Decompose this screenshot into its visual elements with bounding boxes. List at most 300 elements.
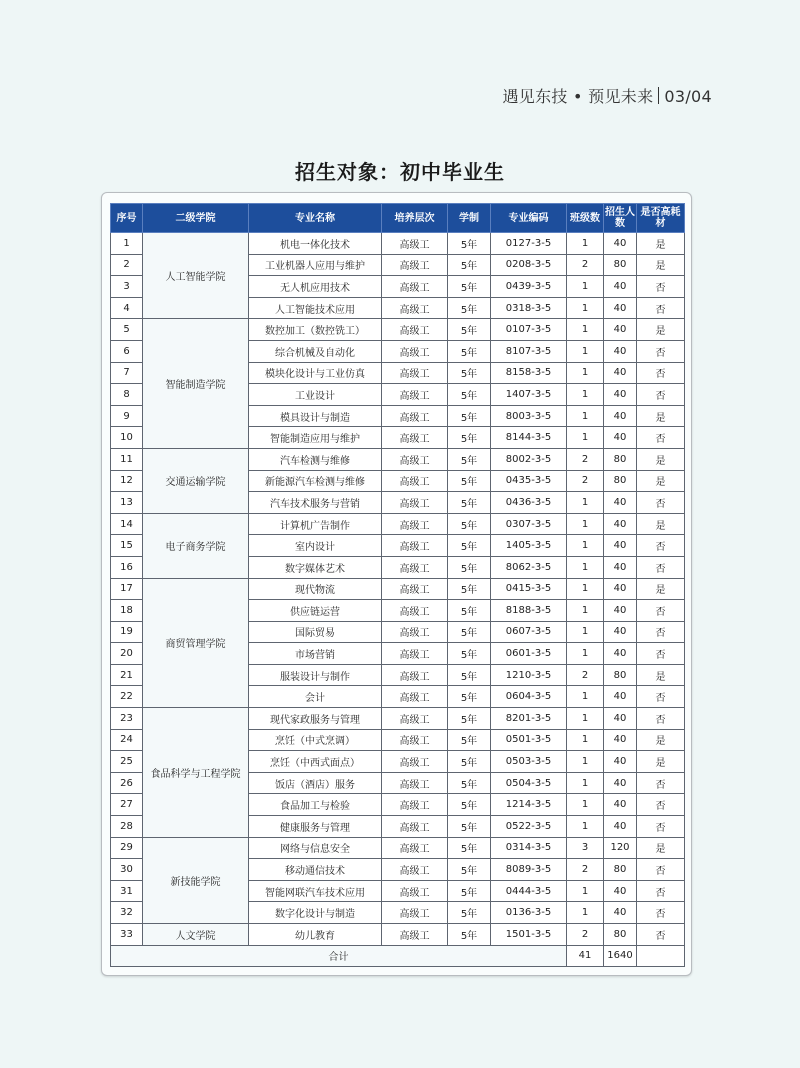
cell-seq: 24	[111, 729, 143, 751]
cell-consumable: 是	[637, 578, 685, 600]
cell-consumable: 否	[637, 902, 685, 924]
cell-duration: 5年	[448, 686, 491, 708]
cell-students: 40	[604, 233, 637, 255]
total-consumable	[637, 945, 685, 967]
cell-major: 会计	[249, 686, 382, 708]
header-students: 招生人数	[604, 204, 637, 233]
header-classes: 班级数	[567, 204, 604, 233]
cell-major: 工业机器人应用与维护	[249, 254, 382, 276]
cell-classes: 1	[567, 319, 604, 341]
cell-classes: 3	[567, 837, 604, 859]
cell-classes: 1	[567, 772, 604, 794]
cell-code: 0503-3-5	[491, 751, 567, 773]
cell-students: 40	[604, 816, 637, 838]
cell-classes: 1	[567, 233, 604, 255]
cell-major: 模块化设计与工业仿真	[249, 362, 382, 384]
cell-level: 高级工	[382, 880, 448, 902]
table-row	[111, 319, 685, 341]
cell-classes: 1	[567, 276, 604, 298]
cell-consumable: 是	[637, 233, 685, 255]
cell-major: 室内设计	[249, 535, 382, 557]
cell-major: 数字化设计与制造	[249, 902, 382, 924]
cell-classes: 1	[567, 384, 604, 406]
cell-code: 8144-3-5	[491, 427, 567, 449]
cell-major: 数字媒体艺术	[249, 556, 382, 578]
cell-major: 移动通信技术	[249, 859, 382, 881]
cell-duration: 5年	[448, 924, 491, 946]
table-row	[111, 708, 685, 730]
cell-level: 高级工	[382, 276, 448, 298]
cell-level: 高级工	[382, 578, 448, 600]
cell-consumable: 否	[637, 362, 685, 384]
cell-classes: 1	[567, 686, 604, 708]
cell-level: 高级工	[382, 535, 448, 557]
cell-level: 高级工	[382, 686, 448, 708]
cell-level: 高级工	[382, 319, 448, 341]
cell-consumable: 是	[637, 664, 685, 686]
cell-duration: 5年	[448, 600, 491, 622]
cell-students: 40	[604, 751, 637, 773]
cell-students: 40	[604, 794, 637, 816]
cell-consumable: 否	[637, 772, 685, 794]
cell-students: 40	[604, 340, 637, 362]
cell-code: 0504-3-5	[491, 772, 567, 794]
cell-consumable: 否	[637, 686, 685, 708]
cell-classes: 1	[567, 708, 604, 730]
cell-seq: 3	[111, 276, 143, 298]
cell-students: 80	[604, 448, 637, 470]
cell-seq: 6	[111, 340, 143, 362]
cell-duration: 5年	[448, 643, 491, 665]
cell-duration: 5年	[448, 772, 491, 794]
cell-students: 40	[604, 578, 637, 600]
cell-major: 食品加工与检验	[249, 794, 382, 816]
cell-duration: 5年	[448, 664, 491, 686]
cell-level: 高级工	[382, 492, 448, 514]
cell-level: 高级工	[382, 816, 448, 838]
table-header-row	[111, 204, 685, 233]
cell-code: 0314-3-5	[491, 837, 567, 859]
cell-classes: 1	[567, 427, 604, 449]
cell-level: 高级工	[382, 924, 448, 946]
cell-students: 80	[604, 254, 637, 276]
cell-seq: 30	[111, 859, 143, 881]
cell-major: 健康服务与管理	[249, 816, 382, 838]
cell-classes: 1	[567, 794, 604, 816]
cell-consumable: 否	[637, 643, 685, 665]
cell-seq: 32	[111, 902, 143, 924]
cell-major: 计算机广告制作	[249, 513, 382, 535]
header-consumable: 是否高耗材	[637, 204, 685, 233]
header-seq: 序号	[111, 204, 143, 233]
cell-seq: 16	[111, 556, 143, 578]
cell-level: 高级工	[382, 729, 448, 751]
cell-code: 8089-3-5	[491, 859, 567, 881]
cell-code: 1501-3-5	[491, 924, 567, 946]
cell-level: 高级工	[382, 794, 448, 816]
cell-consumable: 否	[637, 340, 685, 362]
cell-seq: 21	[111, 664, 143, 686]
cell-major: 饭店（酒店）服务	[249, 772, 382, 794]
slogan: 遇见东技 • 预见未来	[502, 87, 654, 106]
table-body	[111, 233, 685, 967]
cell-level: 高级工	[382, 708, 448, 730]
header-college: 二级学院	[143, 204, 249, 233]
table-row	[111, 233, 685, 255]
cell-classes: 1	[567, 340, 604, 362]
cell-major: 供应链运营	[249, 600, 382, 622]
cell-consumable: 是	[637, 751, 685, 773]
cell-seq: 5	[111, 319, 143, 341]
cell-students: 40	[604, 297, 637, 319]
cell-students: 40	[604, 729, 637, 751]
cell-college: 人文学院	[143, 924, 249, 946]
cell-code: 0318-3-5	[491, 297, 567, 319]
cell-duration: 5年	[448, 708, 491, 730]
cell-seq: 20	[111, 643, 143, 665]
cell-consumable: 是	[637, 513, 685, 535]
page-title: 招生对象：初中毕业生	[295, 160, 505, 184]
cell-code: 0415-3-5	[491, 578, 567, 600]
cell-code: 8062-3-5	[491, 556, 567, 578]
table-row	[111, 924, 685, 946]
cell-code: 1405-3-5	[491, 535, 567, 557]
cell-consumable: 否	[637, 794, 685, 816]
cell-duration: 5年	[448, 362, 491, 384]
cell-students: 80	[604, 859, 637, 881]
cell-code: 0607-3-5	[491, 621, 567, 643]
cell-code: 0522-3-5	[491, 816, 567, 838]
table-row	[111, 578, 685, 600]
cell-classes: 1	[567, 751, 604, 773]
cell-duration: 5年	[448, 859, 491, 881]
cell-major: 汽车技术服务与营销	[249, 492, 382, 514]
cell-major: 现代物流	[249, 578, 382, 600]
cell-consumable: 否	[637, 708, 685, 730]
cell-level: 高级工	[382, 621, 448, 643]
cell-seq: 33	[111, 924, 143, 946]
cell-duration: 5年	[448, 751, 491, 773]
header-code: 专业编码	[491, 204, 567, 233]
cell-consumable: 是	[637, 319, 685, 341]
cell-code: 0435-3-5	[491, 470, 567, 492]
cell-code: 8158-3-5	[491, 362, 567, 384]
cell-college: 食品科学与工程学院	[143, 708, 249, 838]
table-frame	[101, 192, 692, 976]
cell-classes: 1	[567, 880, 604, 902]
header-major: 专业名称	[249, 204, 382, 233]
cell-classes: 2	[567, 924, 604, 946]
cell-major: 智能制造应用与维护	[249, 427, 382, 449]
cell-major: 幼儿教育	[249, 924, 382, 946]
cell-duration: 5年	[448, 578, 491, 600]
cell-consumable: 否	[637, 621, 685, 643]
cell-duration: 5年	[448, 233, 491, 255]
header-level: 培养层次	[382, 204, 448, 233]
cell-duration: 5年	[448, 319, 491, 341]
cell-students: 40	[604, 643, 637, 665]
cell-duration: 5年	[448, 794, 491, 816]
cell-students: 40	[604, 384, 637, 406]
cell-duration: 5年	[448, 297, 491, 319]
cell-students: 40	[604, 427, 637, 449]
cell-classes: 1	[567, 621, 604, 643]
cell-duration: 5年	[448, 276, 491, 298]
cell-seq: 13	[111, 492, 143, 514]
cell-students: 40	[604, 686, 637, 708]
cell-major: 机电一体化技术	[249, 233, 382, 255]
cell-consumable: 是	[637, 837, 685, 859]
cell-consumable: 是	[637, 405, 685, 427]
cell-major: 数控加工（数控铣工）	[249, 319, 382, 341]
cell-code: 1210-3-5	[491, 664, 567, 686]
cell-major: 无人机应用技术	[249, 276, 382, 298]
cell-level: 高级工	[382, 556, 448, 578]
cell-duration: 5年	[448, 837, 491, 859]
cell-consumable: 是	[637, 729, 685, 751]
cell-students: 40	[604, 556, 637, 578]
cell-major: 市场营销	[249, 643, 382, 665]
cell-consumable: 否	[637, 924, 685, 946]
cell-consumable: 否	[637, 384, 685, 406]
header-duration: 学制	[448, 204, 491, 233]
cell-duration: 5年	[448, 621, 491, 643]
cell-college: 人工智能学院	[143, 233, 249, 319]
cell-consumable: 否	[637, 276, 685, 298]
total-row	[111, 945, 685, 967]
cell-classes: 2	[567, 859, 604, 881]
cell-major: 人工智能技术应用	[249, 297, 382, 319]
cell-duration: 5年	[448, 448, 491, 470]
cell-consumable: 是	[637, 254, 685, 276]
cell-consumable: 否	[637, 600, 685, 622]
cell-code: 0439-3-5	[491, 276, 567, 298]
cell-college: 交通运输学院	[143, 448, 249, 513]
cell-duration: 5年	[448, 384, 491, 406]
cell-seq: 15	[111, 535, 143, 557]
cell-students: 40	[604, 405, 637, 427]
cell-classes: 1	[567, 492, 604, 514]
cell-code: 8201-3-5	[491, 708, 567, 730]
cell-seq: 26	[111, 772, 143, 794]
cell-seq: 2	[111, 254, 143, 276]
cell-classes: 1	[567, 600, 604, 622]
cell-major: 现代家政服务与管理	[249, 708, 382, 730]
cell-consumable: 否	[637, 535, 685, 557]
cell-level: 高级工	[382, 859, 448, 881]
cell-students: 80	[604, 470, 637, 492]
cell-students: 40	[604, 600, 637, 622]
cell-students: 40	[604, 535, 637, 557]
cell-students: 40	[604, 880, 637, 902]
cell-classes: 1	[567, 405, 604, 427]
cell-seq: 12	[111, 470, 143, 492]
cell-code: 0208-3-5	[491, 254, 567, 276]
table-row	[111, 448, 685, 470]
cell-code: 0601-3-5	[491, 643, 567, 665]
cell-classes: 1	[567, 729, 604, 751]
cell-level: 高级工	[382, 751, 448, 773]
header-divider	[658, 87, 659, 104]
cell-code: 0127-3-5	[491, 233, 567, 255]
cell-classes: 1	[567, 578, 604, 600]
cell-level: 高级工	[382, 405, 448, 427]
cell-level: 高级工	[382, 643, 448, 665]
cell-students: 40	[604, 362, 637, 384]
cell-seq: 7	[111, 362, 143, 384]
cell-consumable: 否	[637, 427, 685, 449]
cell-consumable: 否	[637, 492, 685, 514]
cell-code: 1214-3-5	[491, 794, 567, 816]
cell-seq: 19	[111, 621, 143, 643]
cell-code: 8003-3-5	[491, 405, 567, 427]
cell-consumable: 否	[637, 859, 685, 881]
cell-major: 模具设计与制造	[249, 405, 382, 427]
cell-level: 高级工	[382, 513, 448, 535]
cell-code: 0107-3-5	[491, 319, 567, 341]
cell-classes: 1	[567, 513, 604, 535]
cell-duration: 5年	[448, 816, 491, 838]
cell-seq: 4	[111, 297, 143, 319]
cell-major: 智能网联汽车技术应用	[249, 880, 382, 902]
cell-code: 8002-3-5	[491, 448, 567, 470]
cell-students: 40	[604, 492, 637, 514]
cell-seq: 25	[111, 751, 143, 773]
total-label: 合计	[111, 945, 567, 967]
cell-seq: 11	[111, 448, 143, 470]
cell-level: 高级工	[382, 233, 448, 255]
cell-level: 高级工	[382, 600, 448, 622]
cell-code: 8188-3-5	[491, 600, 567, 622]
cell-duration: 5年	[448, 427, 491, 449]
cell-code: 0136-3-5	[491, 902, 567, 924]
cell-duration: 5年	[448, 729, 491, 751]
cell-students: 40	[604, 319, 637, 341]
cell-college: 智能制造学院	[143, 319, 249, 449]
cell-level: 高级工	[382, 902, 448, 924]
cell-seq: 31	[111, 880, 143, 902]
cell-code: 0307-3-5	[491, 513, 567, 535]
cell-classes: 1	[567, 297, 604, 319]
cell-major: 服装设计与制作	[249, 664, 382, 686]
cell-students: 40	[604, 902, 637, 924]
table-row	[111, 513, 685, 535]
cell-duration: 5年	[448, 405, 491, 427]
cell-seq: 22	[111, 686, 143, 708]
cell-duration: 5年	[448, 556, 491, 578]
cell-level: 高级工	[382, 340, 448, 362]
cell-duration: 5年	[448, 880, 491, 902]
page-number: 03/04	[664, 87, 712, 106]
cell-seq: 23	[111, 708, 143, 730]
cell-major: 烹饪（中式烹调）	[249, 729, 382, 751]
cell-seq: 18	[111, 600, 143, 622]
cell-consumable: 否	[637, 880, 685, 902]
cell-classes: 2	[567, 664, 604, 686]
cell-students: 40	[604, 621, 637, 643]
cell-students: 80	[604, 924, 637, 946]
cell-students: 40	[604, 708, 637, 730]
cell-consumable: 否	[637, 556, 685, 578]
table-row	[111, 837, 685, 859]
cell-major: 网络与信息安全	[249, 837, 382, 859]
cell-seq: 27	[111, 794, 143, 816]
cell-classes: 1	[567, 362, 604, 384]
cell-students: 40	[604, 276, 637, 298]
cell-level: 高级工	[382, 448, 448, 470]
cell-classes: 1	[567, 643, 604, 665]
cell-consumable: 是	[637, 470, 685, 492]
cell-consumable: 否	[637, 297, 685, 319]
cell-code: 1407-3-5	[491, 384, 567, 406]
cell-classes: 1	[567, 816, 604, 838]
enrollment-table	[110, 203, 685, 967]
cell-code: 8107-3-5	[491, 340, 567, 362]
cell-seq: 9	[111, 405, 143, 427]
cell-classes: 2	[567, 448, 604, 470]
cell-seq: 17	[111, 578, 143, 600]
cell-duration: 5年	[448, 470, 491, 492]
cell-seq: 28	[111, 816, 143, 838]
cell-level: 高级工	[382, 427, 448, 449]
cell-major: 烹饪（中西式面点）	[249, 751, 382, 773]
cell-level: 高级工	[382, 297, 448, 319]
cell-duration: 5年	[448, 902, 491, 924]
cell-code: 0436-3-5	[491, 492, 567, 514]
cell-major: 工业设计	[249, 384, 382, 406]
cell-duration: 5年	[448, 492, 491, 514]
cell-major: 新能源汽车检测与维修	[249, 470, 382, 492]
cell-level: 高级工	[382, 772, 448, 794]
cell-college: 新技能学院	[143, 837, 249, 923]
cell-duration: 5年	[448, 340, 491, 362]
cell-level: 高级工	[382, 664, 448, 686]
cell-level: 高级工	[382, 384, 448, 406]
cell-code: 0501-3-5	[491, 729, 567, 751]
cell-college: 电子商务学院	[143, 513, 249, 578]
cell-consumable: 是	[637, 448, 685, 470]
cell-major: 综合机械及自动化	[249, 340, 382, 362]
cell-level: 高级工	[382, 254, 448, 276]
cell-consumable: 否	[637, 816, 685, 838]
cell-seq: 1	[111, 233, 143, 255]
cell-classes: 1	[567, 902, 604, 924]
cell-students: 40	[604, 772, 637, 794]
cell-classes: 1	[567, 556, 604, 578]
page-header	[502, 84, 712, 107]
cell-classes: 2	[567, 470, 604, 492]
cell-duration: 5年	[448, 535, 491, 557]
cell-classes: 2	[567, 254, 604, 276]
cell-students: 120	[604, 837, 637, 859]
cell-major: 国际贸易	[249, 621, 382, 643]
cell-seq: 29	[111, 837, 143, 859]
cell-level: 高级工	[382, 837, 448, 859]
cell-duration: 5年	[448, 513, 491, 535]
total-classes: 41	[567, 945, 604, 967]
cell-level: 高级工	[382, 470, 448, 492]
cell-seq: 10	[111, 427, 143, 449]
cell-major: 汽车检测与维修	[249, 448, 382, 470]
cell-level: 高级工	[382, 362, 448, 384]
cell-code: 0444-3-5	[491, 880, 567, 902]
cell-classes: 1	[567, 535, 604, 557]
total-students: 1640	[604, 945, 637, 967]
cell-code: 0604-3-5	[491, 686, 567, 708]
cell-duration: 5年	[448, 254, 491, 276]
cell-college: 商贸管理学院	[143, 578, 249, 708]
cell-seq: 14	[111, 513, 143, 535]
